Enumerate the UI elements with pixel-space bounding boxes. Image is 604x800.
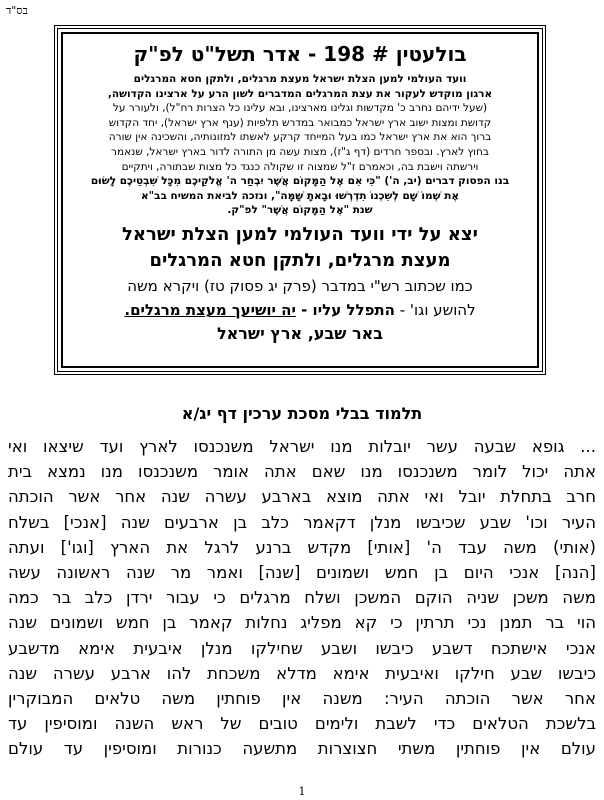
description-line: (שעל ידיהם נחרב כ' מקדשות וגלינו מארצינו, ובא עלינו כל הצרות רח"ל), ולעורר על — [112, 102, 488, 115]
bulletin-box-inner — [61, 32, 539, 368]
bulletin-publisher — [71, 222, 529, 274]
page-number: 1 — [298, 785, 306, 798]
publisher-line: מעצת מרגלים, ולתקן חטא המרגלים — [149, 249, 451, 271]
quote-part: להושע וגו' - — [394, 300, 476, 319]
description-line: קדושת ומצות ישוב ארץ ישראל כמבואר במדרש תלפיות (ענף ארץ ישראל), יחד הקדוש — [108, 116, 492, 129]
description-line: בחוץ לארץ. ובספר חרדים (דף ג"ז), מצות עשה מן התורה לדור בארץ ישראל, שנאמר — [111, 145, 489, 158]
description-line: אֶת שְׁמוֹ שָׁם לְשִׁכְנוֹ תִדְרְשׁוּ וּבָאתָ שָּׁמָּה", ונזכה לביאת המשיח בב"א — [140, 189, 460, 202]
talmud-line: חרב בתחלת יובל ואי אתה מוצא בארבע עשרה שנה אחר אשר הוכתה — [8, 487, 596, 507]
talmud-line: (אותי) משה עבד ה' [אותי] מקדש ברנע לרגל את הארץ [וגו'] ועתה — [8, 537, 596, 557]
talmud-text — [8, 434, 596, 762]
bulletin-description — [71, 72, 529, 218]
bulletin-box — [54, 25, 546, 375]
bulletin-quote — [71, 274, 529, 322]
quote-part-underlined: יה יושיעך מעצת מרגלים. — [124, 300, 296, 319]
description-line: וירשתה וישבת בה, וכאמרם ז"ל שמצוה זו שקולה כנגד כל מצות שבתורה, ויתקיים — [121, 160, 479, 173]
talmud-line: הוי בר תמנן נכי תרתין כי קא מפליג נחלות קאמר בן חמש ושמונים שנה — [8, 613, 596, 633]
publisher-line: יצא על ידי וועד העולמי למען הצלת ישראל — [122, 223, 478, 245]
quote-line — [71, 298, 529, 322]
talmud-line: אתה יכול לומר משנכנסו מנו שאם אתה אומר משנכנסו מנו נמצא בית — [8, 462, 596, 482]
bulletin-title: בולעטין # 198 - אדר תשל"ט לפ"ק — [133, 42, 467, 66]
description-line: ברוך הוא את ארץ ישראל כמו בעל המייחד קרקע לאשתו למזונותיה, והשכינה אין שורה — [108, 131, 492, 144]
talmud-line: אנכי אישתכח דשבע כיבשו ושבע שחילקו מנלן איבעית אימא מדשבע — [8, 638, 596, 658]
talmud-line: העיר וכו' שבע שכיבשו מנלן דקאמר כלב בן ארבעים שנה [אנכי] בשלח — [8, 512, 596, 532]
talmud-line: עולם אין פוחתין משתי חצוצרות מתשעה כנורות ומוסיפין עד עולם — [8, 739, 596, 759]
talmud-line: אחר אשר הוכתה העיר: משנה אין פוחתין משה טלאים המבוקרין — [8, 689, 596, 709]
description-line: שנת "אֶל הַמָּקוֹם אֲשֶׁר" לפ"ק. — [227, 204, 373, 217]
talmud-line: בלשכת הטלאים כדי לשבת ולימים טובים של ראש השנה ומוסיפין עד — [8, 714, 596, 734]
quote-part-bold: התפלל עליו - — [295, 300, 395, 319]
talmud-line: כיבשו שבע חילקו ואיבעית אימא מדלא משכחת להו ארבע עשרה שנה — [8, 663, 596, 683]
talmud-line: ... גופא שבעה עשר יובלות מנו ישראל משנכנסו לארץ ועד שיצאו ואי — [8, 437, 596, 456]
quote-line: כמו שכתוב רש"י במדבר (פרק יג פסוק טז) ויקרא משה — [127, 276, 473, 295]
talmud-heading: תלמוד בבלי מסכת ערכין דף יג/א — [181, 404, 423, 423]
description-line: וועד העולמי למען הצלת ישראל מעצת מרגלים, ולתקן חטא המרגלים — [133, 73, 467, 85]
talmud-line: [הנה] אנכי היום בן חמש ושמונים [שנה] ואמר מר שנה ראשונה עשה — [8, 563, 596, 583]
bsd-header: בס"ד — [6, 4, 28, 17]
talmud-line: משה משכן שניה הוקם המשכן ושלח מרגלים כי עבור ירדן כלב בר כמה — [8, 588, 596, 608]
description-line: ארגון מוקדש לעקור את עצת המרגלים המדברים לשון הרע על ארצינו הקדושה, — [107, 87, 493, 100]
description-line: בנו הפסוק דברים (יב, ה') "כִּי אִם אֶל הַמָּקוֹם אֲשֶׁר יִבְחַר ה' אֱלֹקֵיכֶם מִכָּל שִׁבְטֵיכֶם לָשׂוּם — [90, 175, 510, 188]
bulletin-location: באר שבע, ארץ ישראל — [216, 323, 384, 343]
